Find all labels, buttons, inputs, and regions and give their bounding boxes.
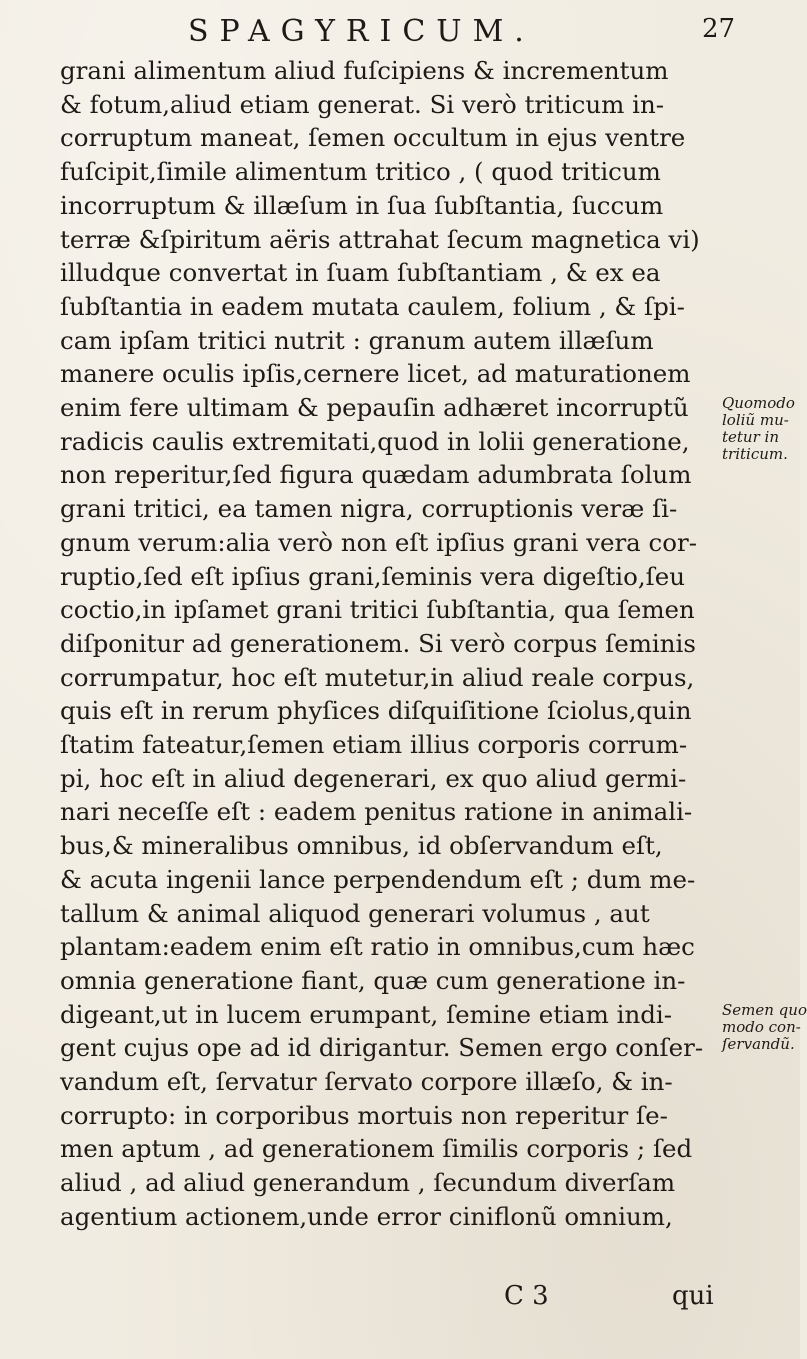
text-line: pi, hoc eſt in aliud degenerari, ex quo aliud germi- (60, 763, 687, 793)
margin-note-line: triticum. (722, 445, 788, 463)
text-line: gent cujus ope ad id dirigantur. Semen ergo conſer- (60, 1033, 704, 1063)
catchword: qui (672, 1281, 714, 1311)
running-header (188, 14, 736, 49)
page-number: 27 (702, 14, 736, 44)
text-line: omnia generatione fiant, quæ cum generatione in- (60, 965, 686, 995)
text-line: gnum verum:alia verò non eſt ipſius grani vera cor- (60, 527, 698, 557)
text-line: corrupto: in corporibus mortuis non reperitur ſe- (60, 1100, 668, 1130)
text-line: incorruptum & illæſum in ſua ſubſtantia, ſuccum (60, 190, 664, 220)
signature-mark: C 3 (504, 1281, 549, 1311)
text-line: nari neceſſe eſt : eadem penitus ratione in animali- (60, 797, 693, 827)
text-line: coctio,in ipſamet grani tritici ſubſtantia, qua ſemen (60, 595, 695, 625)
main-text-block (0, 54, 807, 1354)
text-line: quis eſt in rerum phyſices diſquiſitione ſciolus,quin (60, 696, 692, 726)
margin-note-line: Semen quo (722, 1000, 807, 1019)
margin-note-line: modo con- (722, 1017, 801, 1036)
text-line: illudque convertat in ſuam ſubſtantiam , & ex ea (60, 258, 661, 288)
margin-note-line: loliũ mu- (722, 411, 789, 429)
text-line: terræ &ſpiritum aëris attrahat ſecum magnetica vi) (60, 224, 700, 254)
text-line: vandum eſt, ſervatur ſervato corpore illæſo, & in- (60, 1067, 673, 1096)
margin-note (722, 1000, 807, 1053)
text-line: digeant,ut in lucem erumpant, ſemine etiam indi- (60, 999, 673, 1029)
text-line: agentium actionem,unde error ciniflonũ omnium, (60, 1201, 673, 1231)
text-line: ſubſtantia in eadem mutata caulem, folium , & ſpi- (60, 291, 685, 321)
text-line: non reperitur,ſed figura quædam adumbrata ſolum (60, 460, 692, 490)
text-line: manere oculis ipſis,cernere licet, ad maturationem (60, 359, 691, 389)
text-line: men aptum , ad generationem ſimilis corporis ; ſed (60, 1134, 693, 1164)
text-line: corruptum maneat, ſemen occultum in ejus ventre (60, 123, 686, 153)
text-line: grani tritici, ea tamen nigra, corruptionis veræ ſi- (60, 494, 678, 524)
text-line: & fotum,aliud etiam generat. Si verò triticum in- (60, 89, 665, 119)
margin-note-line: Quomodo (722, 394, 795, 412)
text-line: ſtatim fateatur,ſemen etiam illius corporis corrum- (60, 730, 688, 759)
text-line: grani alimentum aliud fuſcipiens & incrementum (60, 56, 669, 85)
text-line: diſponitur ad generationem. Si verò corpus ſeminis (60, 628, 696, 658)
text-line: fuſcipit,ſimile alimentum tritico , ( quod triticum (60, 157, 661, 187)
margin-note-line: ſervandũ. (722, 1034, 795, 1053)
margin-note (722, 395, 798, 463)
text-line: aliud , ad aliud generandum , ſecundum diverſam (60, 1168, 676, 1198)
text-line: corrumpatur, hoc eſt mutetur,in aliud reale corpus, (60, 662, 695, 692)
text-line: ruptio,ſed eſt ipſius grani,ſeminis vera digeſtio,ſeu (60, 561, 685, 591)
text-line: plantam:eadem enim eſt ratio in omnibus,cum hæc (60, 932, 695, 962)
text-line: cam ipſam tritici nutrit : granum autem illæſum (60, 325, 654, 355)
margin-note-line: tetur in (722, 428, 779, 446)
text-line: radicis caulis extremitati,quod in lolii generatione, (60, 426, 690, 456)
running-title: SPAGYRICUM. (188, 14, 535, 49)
text-line: tallum & animal aliquod generari volumus , aut (60, 898, 650, 928)
text-line: & acuta ingenii lance perpendendum eſt ; dum me- (60, 864, 696, 894)
text-line: bus,& mineralibus omnibus, id obſervandum eſt, (60, 831, 663, 861)
text-line: enim fere ultimam & pepauſin adhæret incorruptũ (60, 393, 689, 422)
